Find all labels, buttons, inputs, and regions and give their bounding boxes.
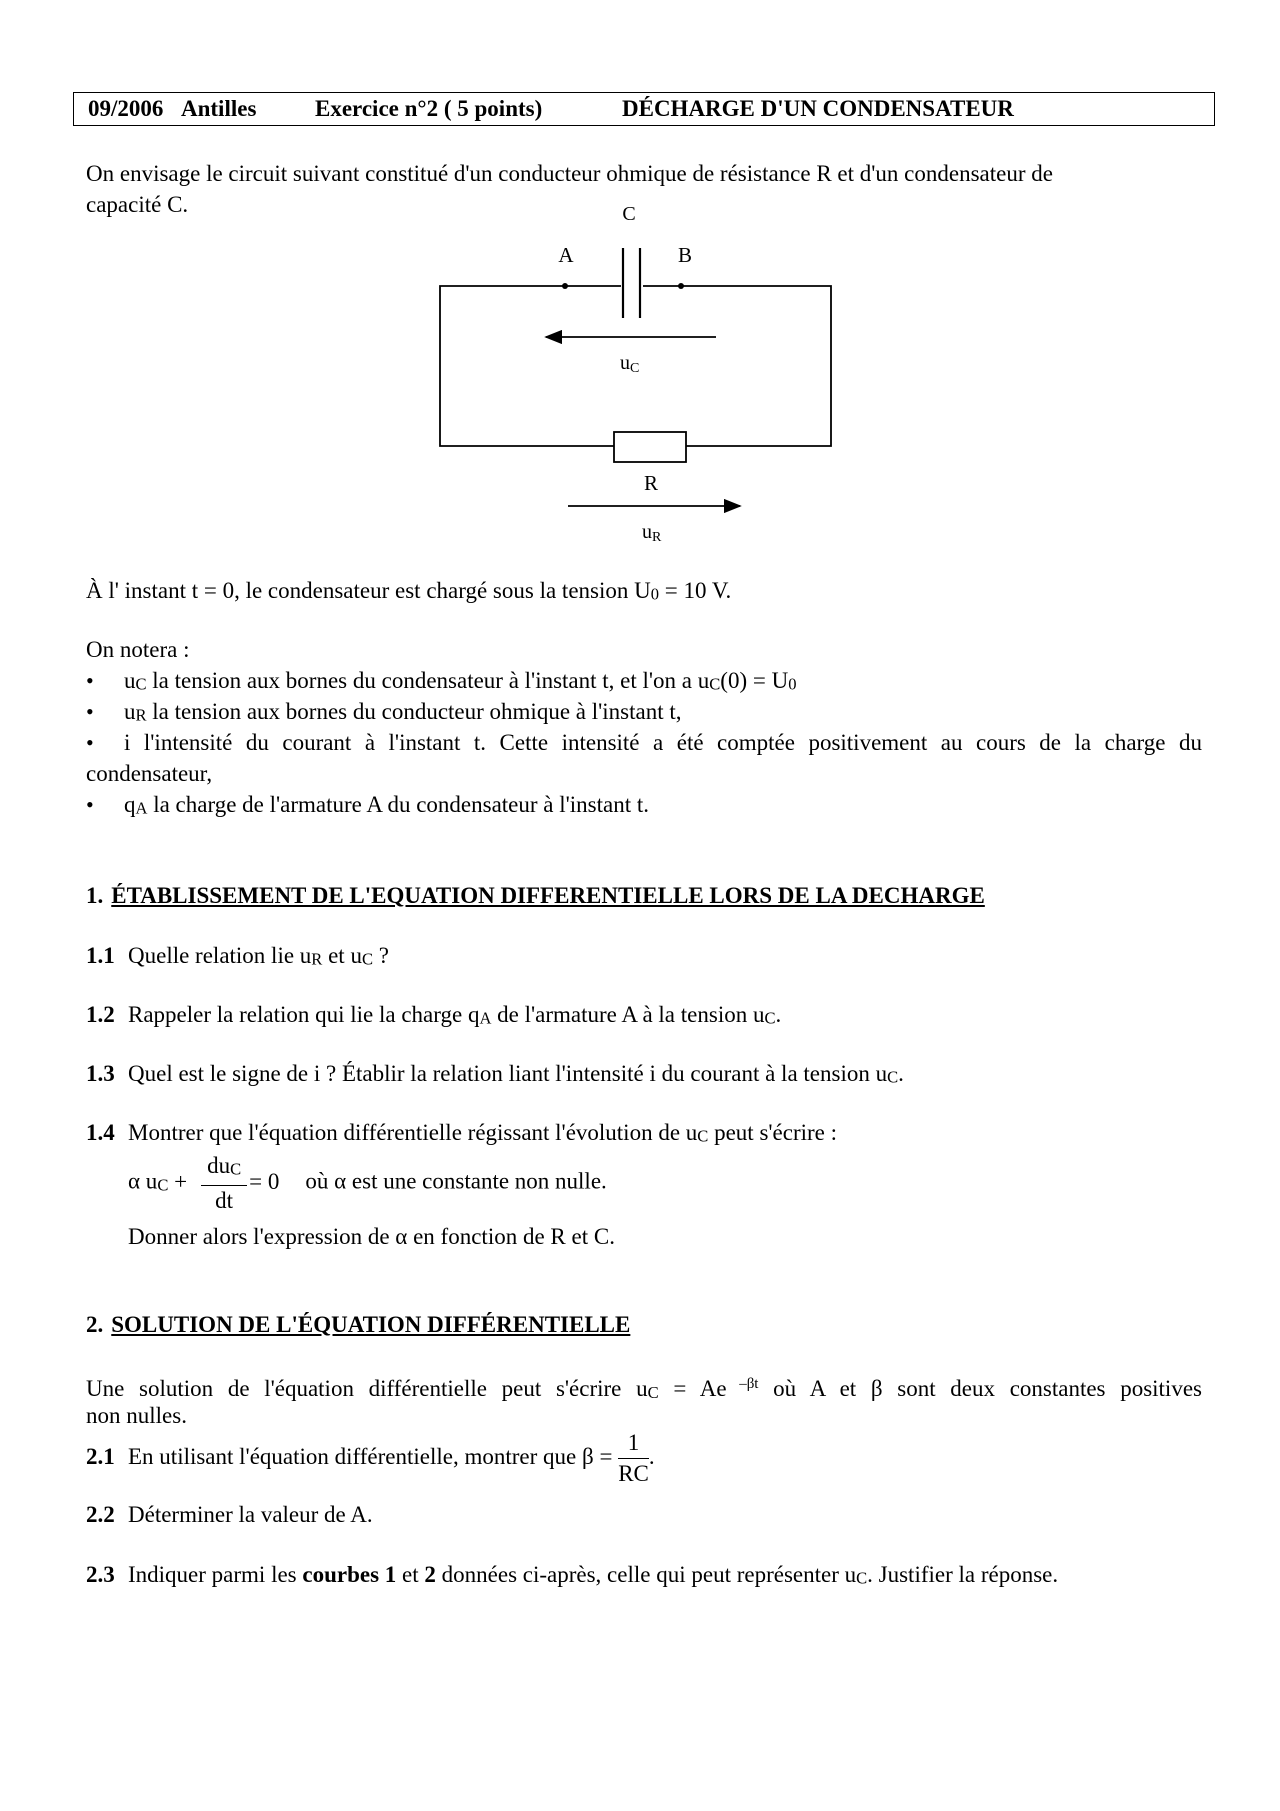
bullet-uc: • uC la tension aux bornes du condensateur à l'instant t, et l'on a uC(0) = U0	[86, 668, 797, 694]
header-date: 09/2006	[88, 96, 164, 121]
node-a-dot	[562, 283, 568, 289]
bullet-qa: • qA la charge de l'armature A du condensateur à l'instant t.	[86, 792, 650, 818]
question-1-3: 1.3 Quel est le signe de i ? Établir la relation liant l'intensité i du courant à la tension uC.	[86, 1061, 904, 1087]
question-2-2: 2.2 Déterminer la valeur de A.	[86, 1502, 373, 1527]
bullet-i-continued: condensateur,	[86, 761, 213, 786]
notation-title: On notera :	[86, 637, 190, 662]
node-b-label: B	[677, 243, 693, 267]
capacitor-label: C	[622, 203, 636, 225]
circuit-diagram	[0, 0, 1280, 560]
resistor-symbol	[614, 432, 686, 462]
question-2-1: 2.1 En utilisant l'équation différentielle, montrer que β = $\frac{1}{RC}$ .	[86, 1428, 655, 1489]
ur-label: uR	[642, 521, 662, 545]
question-1-4-followup: Donner alors l'expression de α en fonction de R et C.	[128, 1224, 615, 1249]
differential-equation: α uC + $\frac{\text{duC}}{dt}$ = 0 où α est une constante non nulle.	[128, 1151, 607, 1216]
question-1-1: 1.1 Quelle relation lie uR et uC ?	[86, 943, 389, 969]
equation-fraction: $\frac{\text{duC}}{dt}$	[201, 1151, 247, 1216]
intro-line-1: On envisage le circuit suivant constitué d'un conducteur ohmique de résistance R et d'un condensateur de	[86, 161, 1053, 186]
section-1-heading: 1. ÉTABLISSEMENT DE L'EQUATION DIFFERENTIELLE LORS DE LA DECHARGE	[86, 883, 985, 908]
node-b-dot	[678, 283, 684, 289]
bullet-i: • i l'intensité du courant à l'instant t. Cette intensité a été comptée positivement au cours de la charge du	[86, 730, 1202, 755]
solution-intro: Une solution de l'équation différentielle peut s'écrire uC = Ae $^{-\beta t}$ où A et β sont deux constantes positives	[86, 1376, 1202, 1402]
question-1-4: 1.4 Montrer que l'équation différentielle régissant l'évolution de uC peut s'écrire :	[86, 1120, 838, 1146]
header-exercise: Exercice n°2 ( 5 points)	[315, 96, 543, 121]
bullet-ur: • uR la tension aux bornes du conducteur ohmique à l'instant t,	[86, 699, 682, 725]
initial-condition: À l' instant t = 0, le condensateur est chargé sous la tension U0 = 10 V.	[86, 578, 732, 604]
solution-intro-line-2: non nulles.	[86, 1403, 187, 1428]
intro-line-2: capacité C.	[86, 192, 189, 217]
section-2-heading: 2. SOLUTION DE L'ÉQUATION DIFFÉRENTIELLE	[86, 1312, 631, 1337]
header-place: Antilles	[181, 96, 257, 121]
resistor-label: R	[643, 471, 659, 495]
question-1-2: 1.2 Rappeler la relation qui lie la charge qA de l'armature A à la tension uC.	[86, 1002, 782, 1028]
uc-label: uC	[620, 352, 640, 376]
node-a-label: A	[558, 243, 574, 267]
capacitor-symbol	[623, 248, 640, 318]
beta-fraction: $\frac{1}{RC}$	[618, 1430, 649, 1486]
header-title: DÉCHARGE D'UN CONDENSATEUR	[622, 96, 1014, 121]
question-2-3: 2.3 Indiquer parmi les courbes 1 et 2 données ci-après, celle qui peut représenter uC. Justifier la réponse.	[86, 1562, 1059, 1588]
